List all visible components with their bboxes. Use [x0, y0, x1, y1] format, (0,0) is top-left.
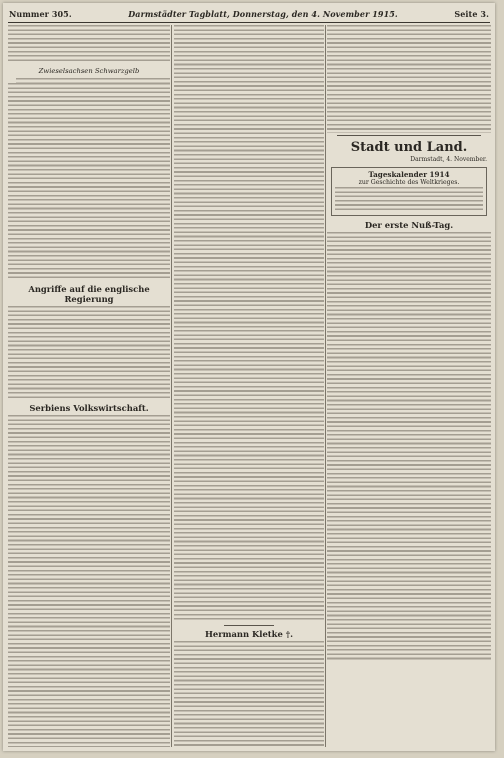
article-text-block — [327, 232, 491, 662]
section-heading: Hermann Kletke †. — [204, 629, 294, 639]
article-text-block — [8, 25, 170, 63]
calendar-box — [331, 167, 487, 216]
column-separator — [325, 25, 326, 747]
article-text-block — [174, 330, 324, 622]
newspaper-page — [3, 3, 495, 751]
date-line: Darmstadt, 4. November. — [410, 156, 487, 163]
section-heading: Der erste Nuß-Tag. — [364, 220, 454, 230]
column-separator — [171, 25, 172, 747]
article-text-block — [8, 83, 170, 281]
calendar-text — [335, 187, 483, 213]
header-rule — [8, 22, 490, 23]
article-text-block — [8, 306, 170, 400]
masthead-line: Darmstädter Tagblatt, Donnerstag, den 4. November 1915. — [128, 9, 398, 19]
divider — [224, 625, 274, 626]
column-3 — [327, 25, 491, 747]
article-text-block — [8, 415, 170, 747]
page-header — [9, 7, 489, 21]
article-text-block — [174, 641, 324, 747]
page-number: Seite 3. — [454, 9, 489, 19]
section-heading: Serbiens Volkswirtschaft. — [29, 403, 149, 413]
calendar-title: Tageskalender 1914 — [368, 170, 450, 179]
section-title: Stadt und Land. — [350, 140, 468, 155]
column-1 — [8, 25, 170, 747]
divider — [337, 135, 481, 136]
section-heading: Angriffe auf die englische Regierung — [28, 284, 150, 304]
column-2 — [174, 25, 324, 747]
article-text-block — [174, 25, 324, 330]
article-text-block — [327, 25, 491, 133]
calendar-subtitle: zur Geschichte des Weltkrieges. — [358, 179, 460, 186]
section-heading: Zwieselsachsen Schwarzgelb — [38, 67, 140, 75]
issue-number: Nummer 305. — [9, 9, 72, 19]
